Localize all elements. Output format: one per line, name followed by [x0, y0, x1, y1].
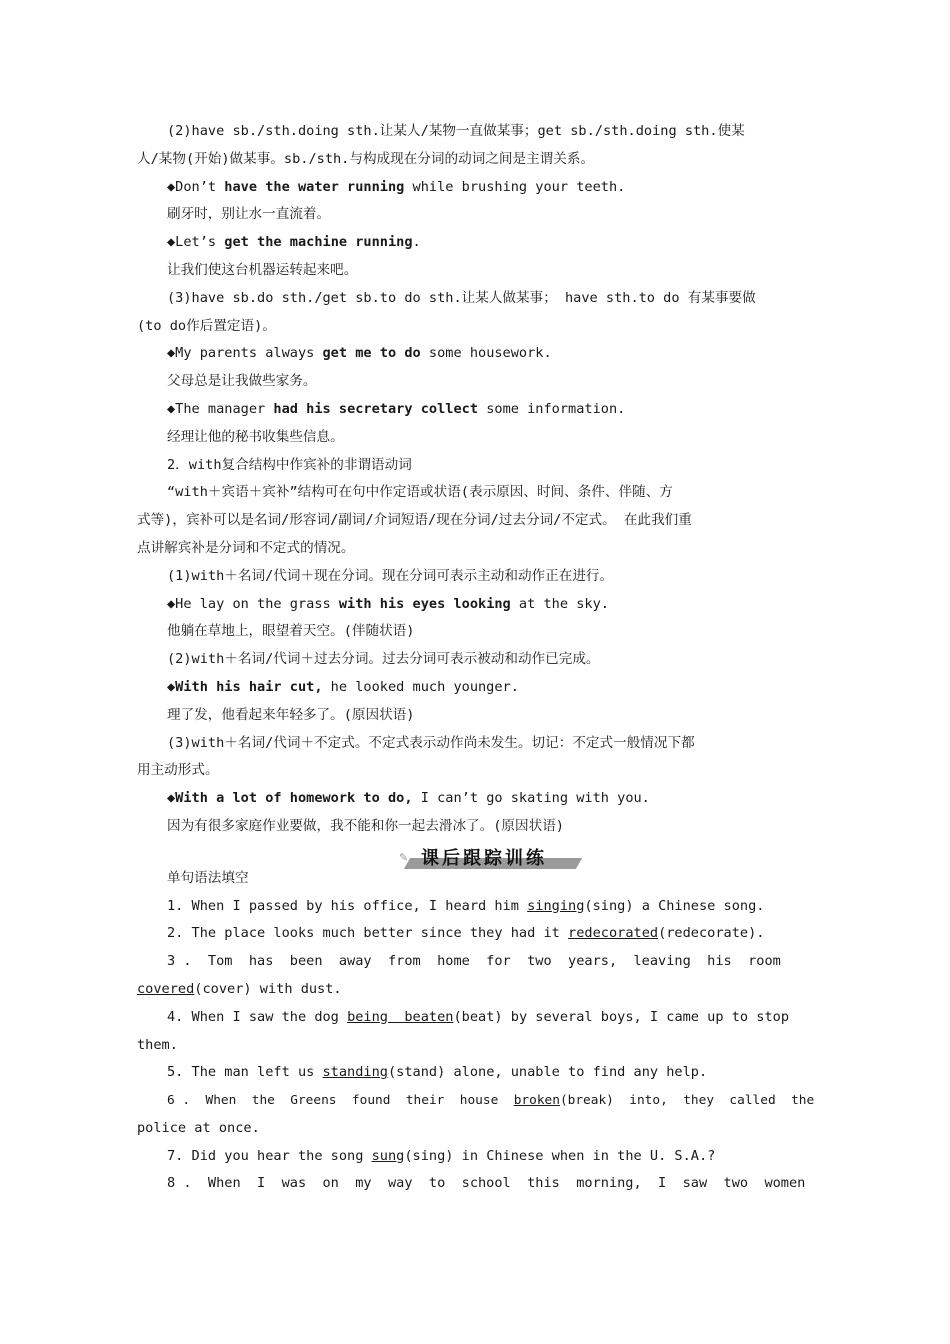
with-rule-1: (1)with＋名词/代词＋现在分词。现在分词可表示主动和动作正在进行。 [167, 567, 614, 584]
example-translation: 让我们使这台机器运转起来吧。 [167, 261, 358, 278]
example-sentence: ◆The manager had his secretary collect some information. [167, 400, 626, 417]
exercise-question-2: 2. The place looks much better since they had it redecorated(redecorate). [167, 925, 765, 942]
answer-blank: singing [527, 897, 585, 914]
banner-decoration-icon: ✎ [399, 850, 409, 864]
example-keyword: had his secretary collect [273, 400, 479, 417]
example-keyword: have the water running [224, 178, 405, 195]
example-sentence: ◆With a lot of homework to do, I can’t go skating with you. [167, 790, 650, 807]
answer-blank: covered [137, 980, 195, 997]
example-keyword: ◆With a lot of homework to do, [167, 790, 413, 807]
section-2-line1: “with＋宾语＋宾补”结构可在句中作定语或状语(表示原因、时间、条件、伴随、方 [167, 484, 673, 501]
exercise-question-4: 4. When I saw the dog being beaten(beat) by several boys, I came up to stop [167, 1008, 790, 1025]
example-sentence: ◆With his hair cut, he looked much younger. [167, 678, 519, 695]
exercise-question-3: 3 . Tom has been away from home for two years, leaving his room [167, 953, 781, 970]
example-translation: 因为有很多家庭作业要做，我不能和你一起去滑冰了。(原因状语) [167, 817, 564, 834]
example-sentence: ◆My parents always get me to do some housework. [167, 345, 552, 362]
exercise-question-3-cont: covered(cover) with dust. [137, 980, 342, 997]
grammar-point-2-line1: (2)have sb./sth.doing sth.让某人/某物一直做某事；get sb./sth.doing sth.使某 [167, 123, 745, 139]
document-body [137, 118, 815, 1198]
example-sentence: ◆He lay on the grass with his eyes looking at the sky. [167, 595, 609, 612]
exercise-question-5: 5. The man left us standing(stand) alone, unable to find any help. [167, 1064, 708, 1081]
answer-blank: broken [513, 1093, 560, 1109]
banner-title: 课后跟踪训练 [421, 847, 547, 869]
answer-blank: standing [322, 1064, 388, 1081]
with-rule-3-line1: (3)with＋名词/代词＋不定式。不定式表示动作尚未发生。切记：不定式一般情况下都 [167, 734, 695, 751]
example-translation: 刷牙时，别让水一直流着。 [167, 206, 331, 223]
example-sentence: ◆Let’s get the machine running. [167, 234, 421, 251]
example-translation: 他躺在草地上，眼望着天空。(伴随状语) [167, 623, 415, 640]
section-2-line2: 式等)，宾补可以是名词/形容词/副词/介词短语/现在分词/过去分词/不定式。 在此我们重 [137, 512, 692, 529]
example-keyword: with his eyes looking [338, 595, 511, 612]
with-rule-3-line2: 用主动形式。 [137, 762, 219, 779]
grammar-point-3-line2: (to do作后置定语)。 [137, 317, 276, 334]
grammar-point-2-line2: 人/某物(开始)做某事。sb./sth.与构成现在分词的动词之间是主谓关系。 [137, 150, 595, 167]
answer-blank: being beaten [347, 1008, 454, 1025]
example-translation: 父母总是让我做些家务。 [167, 373, 317, 390]
example-sentence: ◆Don’t have the water running while brushing your teeth. [167, 178, 626, 195]
exercise-question-6: 6 . When the Greens found their house broken(break) into, they called the [167, 1093, 815, 1109]
exercise-question-6-cont: police at once. [137, 1119, 260, 1136]
grammar-point-3-line1: (3)have sb.do sth./get sb.to do sth.让某人做某事； have sth.to do 有某事要做 [167, 289, 756, 306]
example-keyword: get the machine running [224, 234, 413, 251]
with-rule-2: (2)with＋名词/代词＋过去分词。过去分词可表示被动和动作已完成。 [167, 651, 600, 668]
exercise-subtitle: 单句语法填空 [167, 869, 249, 886]
exercise-question-4-cont: them. [137, 1036, 178, 1053]
answer-blank: sung [371, 1147, 405, 1164]
example-keyword: ◆With his hair cut, [167, 678, 323, 695]
example-keyword: get me to do [322, 345, 421, 362]
section-2-line3: 点讲解宾补是分词和不定式的情况。 [137, 539, 355, 556]
section-2-title: 2．with复合结构中作宾补的非谓语动词 [167, 456, 412, 473]
section-banner [137, 841, 815, 881]
example-translation: 经理让他的秘书收集些信息。 [167, 428, 344, 445]
exercise-question-7: 7. Did you hear the song sung(sing) in Chinese when in the U. S.A.? [167, 1147, 716, 1164]
example-translation: 理了发，他看起来年轻多了。(原因状语) [167, 706, 415, 723]
exercise-question-1: 1. When I passed by his office, I heard him singing(sing) a Chinese song. [167, 897, 765, 914]
answer-blank: redecorated [568, 925, 659, 942]
exercise-question-8: 8 . When I was on my way to school this morning, I saw two women [167, 1175, 806, 1192]
